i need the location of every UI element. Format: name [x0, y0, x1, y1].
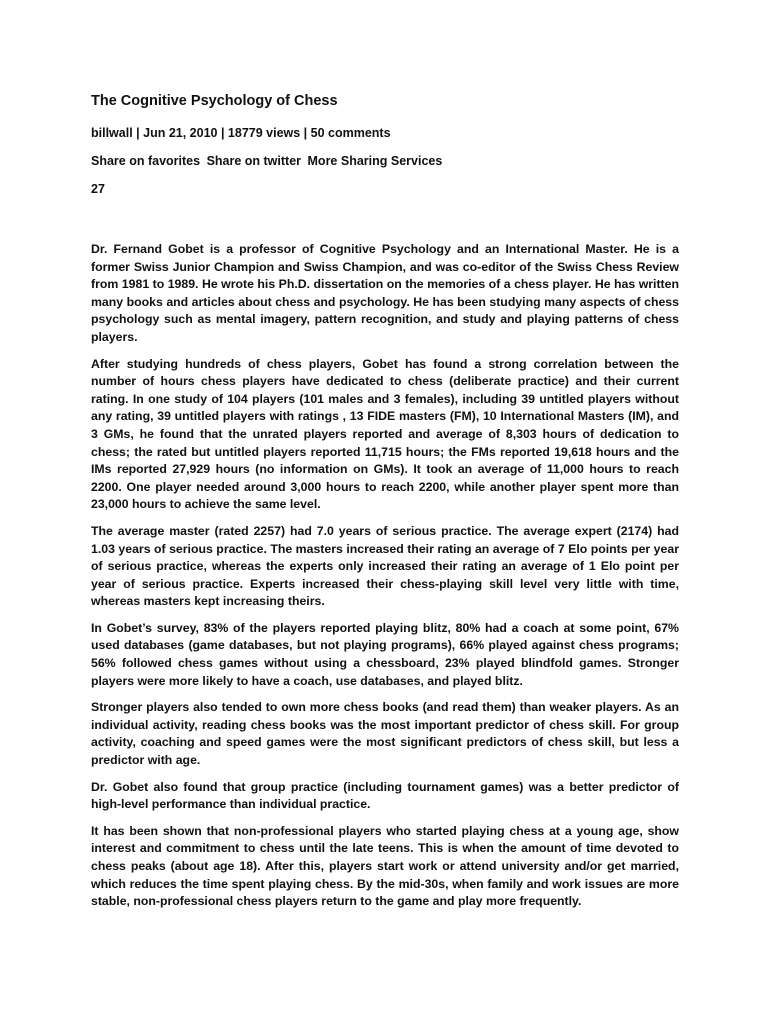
- more-sharing-link[interactable]: More Sharing Services: [307, 154, 443, 168]
- paragraph-5: Stronger players also tended to own more chess books (and read them) than weaker players. As an individual activity, reading chess books was the most important predictor of chess skill. For group activity, coaching and speed games were the most significant predictors of chess skill, but less a predictor with age.: [91, 700, 679, 768]
- paragraph-4: In Gobet’s survey, 83% of the players reported playing blitz, 80% had a coach at some point, 67% used databases (game databases, but not playing programs), 66% played against chess programs; 56% followed chess games without using a chessboard, 23% played blindfold games. Stronger players were more likely to have a coach, use databases, and played blitz.: [91, 620, 679, 688]
- paragraph-1: Dr. Fernand Gobet is a professor of Cognitive Psychology and an International Master. He is a former Swiss Junior Champion and Swiss Champion, and was co-editor of the Swiss Chess Review from 1981 to 1989. He wrote his Ph.D. dissertation on the memories of a chess player. He has written many books and articles about chess and psychology. He has been studying many aspects of chess psychology such as mental imagery, pattern recognition, and study and playing patterns of chess players.: [91, 242, 679, 344]
- paragraph-2: After studying hundreds of chess players, Gobet has found a strong correlation between the number of hours chess players have dedicated to chess (deliberate practice) and their current rating. In one study of 104 players (101 males and 3 females), including 39 untitled players without any rating, 39 untitled players with ratings , 13 FIDE masters (FM), 10 International Masters (IM), and 3 GMs, he found that the unrated players reported and average of 8,303 hours of dedication to chess; the rated but untitled players reported 11,715 hours; the FMs reported 19,618 hours and the IMs reported 27,929 hours (no information on GMs). It took an average of 11,000 hours to reach 2200. One player needed around 3,000 hours to reach 2200, while another player spent more than 23,000 hours to achieve the same level.: [91, 356, 679, 512]
- share-twitter-link[interactable]: Share on twitter: [206, 154, 302, 168]
- paragraph-7: It has been shown that non-professional players who started playing chess at a young age, show interest and commitment to chess until the late teens. This is when the amount of time devoted to chess peaks (about age 18). After this, players start work or attend university and/or get married, which reduces the time spent playing chess. By the mid-30s, when family and work issues are more stable, non-professional chess players return to the game and play more frequently.: [91, 823, 679, 909]
- paragraph-3: The average master (rated 2257) had 7.0 years of serious practice. The average expert (2174) had 1.03 years of serious practice. The masters increased their rating an average of 7 Elo points per year of serious practice, whereas the experts only increased their rating an average of 1 Elo point per year of serious practice. Experts increased their chess-playing skill level very little with time, whereas masters kept increasing theirs.: [91, 523, 679, 609]
- paragraph-6: Dr. Gobet also found that group practice (including tournament games) was a better predictor of high-level performance than individual practice.: [91, 779, 679, 812]
- article-meta: billwall | Jun 21, 2010 | 18779 views | 50 comments: [91, 126, 391, 140]
- share-count: 27: [91, 182, 105, 196]
- document-page: [91, 92, 679, 920]
- share-bar: [91, 153, 679, 169]
- share-favorites-link[interactable]: Share on favorites: [91, 154, 201, 168]
- article-title: The Cognitive Psychology of Chess: [91, 93, 338, 109]
